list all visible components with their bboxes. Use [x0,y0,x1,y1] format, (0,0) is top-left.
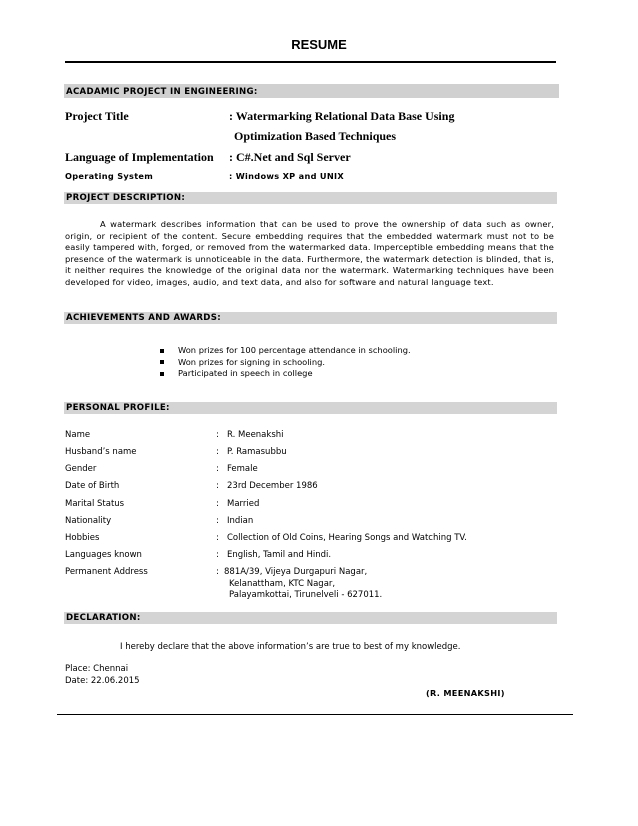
profile-value-hobbies: Collection of Old Coins, Hearing Songs and Watching TV. [227,533,467,543]
profile-colon: : [216,447,219,457]
section-title-achievements: ACHIEVEMENTS AND AWARDS: [66,313,221,323]
profile-label-address: Permanent Address [65,567,148,577]
bullet-icon [160,349,164,353]
profile-value-nationality: Indian [227,516,254,526]
profile-colon: : [216,499,219,509]
section-header-project-description [64,192,557,204]
achievement-text: Participated in speech in college [178,368,313,379]
profile-value-gender: Female [227,464,258,474]
profile-label-name: Name [65,430,91,440]
profile-label-nationality: Nationality [65,516,112,526]
section-title-personal-profile: PERSONAL PROFILE: [66,403,170,413]
profile-colon: : [216,430,219,440]
section-title-project-description: PROJECT DESCRIPTION: [66,193,186,203]
list-item [160,357,411,369]
profile-colon: : [216,533,219,543]
list-item [160,368,411,380]
profile-colon: : [216,567,219,577]
top-divider [65,61,556,63]
section-header-declaration [64,612,557,624]
achievement-text: Won prizes for 100 percentage attendance in schooling. [178,345,411,355]
language-value: : C#.Net and Sql Server [229,150,351,164]
profile-label-marital: Marital Status [65,499,125,509]
list-item [160,345,411,357]
profile-value-husband: P. Ramasubbu [227,447,287,457]
achievement-text: Won prizes for signing in schooling. [178,356,326,367]
profile-value-dob: 23rd December 1986 [227,481,318,491]
bullet-icon [160,360,164,364]
bullet-icon [160,372,164,376]
profile-label-dob: Date of Birth [65,481,120,491]
profile-value-address: 881A/39, Vijeya Durgapuri Nagar, [224,567,368,577]
profile-value-name: R. Meenakshi [227,430,284,440]
language-label: Language of Implementation [65,150,214,164]
profile-colon: : [216,516,219,526]
profile-colon: : [216,481,219,491]
declaration-text: I hereby declare that the above information’s are true to best of my knowledge. [120,642,461,652]
profile-value-marital: Married [227,499,260,509]
section-header-academic [64,84,559,98]
profile-colon: : [216,464,219,474]
project-description-text: A watermark describes information that can be used to prove the ownership of data such as owner, origin, or recipient of the content. Secure embedding requires that the embedded watermark must not to be easily tampered with, forged, or removed from the watermarked data. Imperceptible embedding means that the presence of the watermark is unnoticeable in the data. Furthermore, the watermark detection is blinded, that is, it neither requires the knowledge of the original data nor the watermark. Watermarking techniques have been developed for video, images, audio, and text data, and also for software and natural language text. [65,219,554,287]
section-title-academic: ACADAMIC PROJECT IN ENGINEERING: [66,87,258,97]
project-title-value-cont: Optimization Based Techniques [234,129,397,143]
section-header-personal-profile [64,402,557,414]
page-title: RESUME [291,37,347,52]
declaration-date: Date: 22.06.2015 [65,676,140,686]
profile-label-hobbies: Hobbies [65,533,100,543]
profile-colon: : [216,550,219,560]
declaration-signature: (R. MEENAKSHI) [426,688,505,698]
os-label: Operating System [65,171,154,181]
declaration-place: Place: Chennai [65,664,129,674]
achievements-list [160,345,411,380]
section-header-achievements [64,312,557,324]
section-title-declaration: DECLARATION: [66,613,141,623]
project-title-value: : Watermarking Relational Data Base Using [229,109,455,123]
project-title-label: Project Title [65,109,129,123]
profile-label-gender: Gender [65,464,97,474]
bottom-divider [57,714,573,715]
profile-label-husband: Husband’s name [65,447,137,457]
profile-value-address-line3: Palayamkottai, Tirunelveli - 627011. [229,590,383,600]
os-value: : Windows XP and UNIX [229,171,344,181]
profile-label-languages: Languages known [65,550,142,560]
profile-value-address-line2: Kelanattham, KTC Nagar, [229,579,336,589]
profile-value-languages: English, Tamil and Hindi. [227,550,332,560]
